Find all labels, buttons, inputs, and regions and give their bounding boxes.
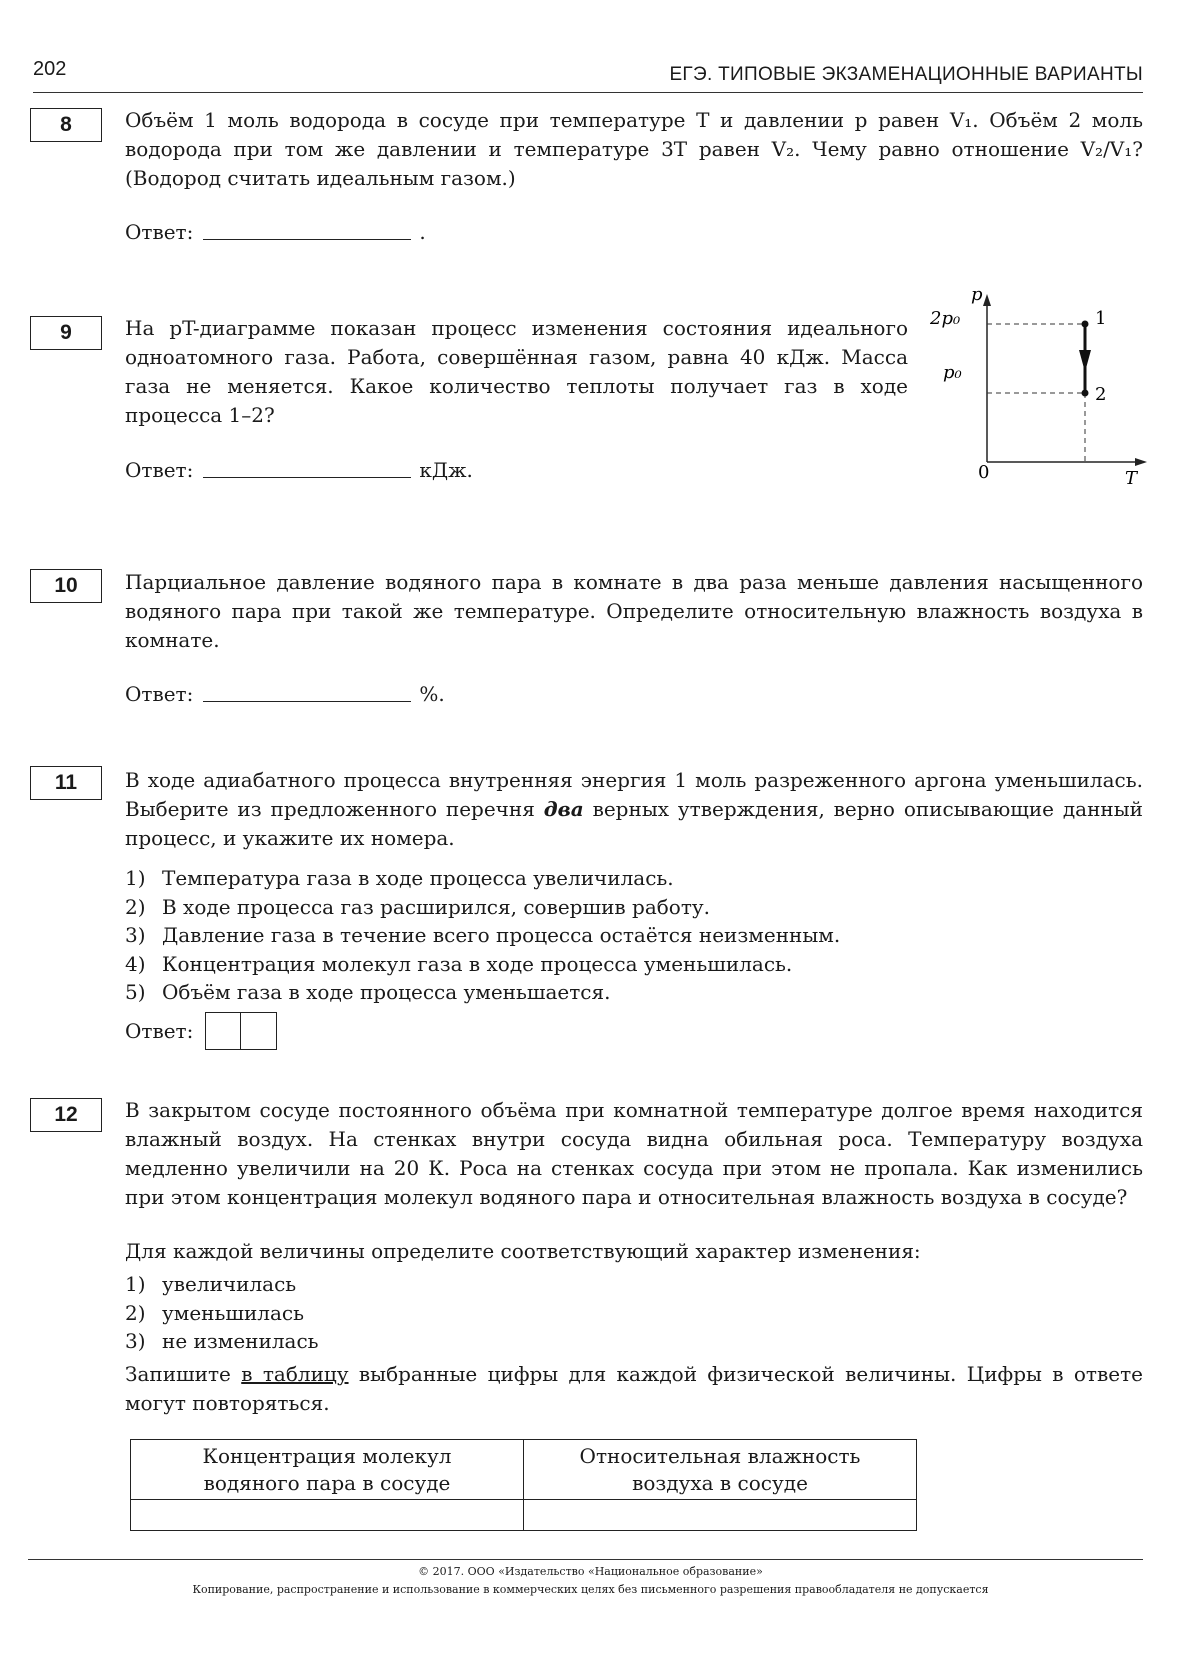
q9-answer-line[interactable] (203, 477, 411, 478)
process-arrow (1079, 350, 1091, 372)
q9-text: На pT-диаграмме показан процесс изменения состояния идеального одноатомного газа. Работа, совершённая газом, равна 40 кДж. Масса газа не меняется. Какое количество теплоты получает газ в ходе процесса 1–2? (125, 316, 908, 427)
q12-answer-table (130, 1439, 917, 1531)
q11-option: 3) Давление газа в течение всего процесса остаётся неизменным. (125, 923, 841, 947)
q8-number-box: 8 (30, 108, 102, 142)
q9-number-box: 9 (30, 316, 102, 350)
q12-table-header-concentration: Концентрация молекул водяного пара в сосуде (131, 1440, 524, 1500)
q12-number-box: 12 (30, 1098, 102, 1132)
q10-number-box: 10 (30, 569, 102, 603)
q12-table-header-humidity: Относительная влажность воздуха в сосуде (524, 1440, 917, 1500)
tick-2p0: 2p₀ (930, 308, 961, 329)
page-number: 202 (33, 58, 67, 80)
pt-diagram (930, 284, 1155, 502)
p-axis-label: p (971, 284, 983, 305)
point-label-1: 1 (1095, 308, 1107, 329)
q10-text: Парциальное давление водяного пара в комнате в два раза меньше давления насыщенного водяного пара при такой же температуре. Определите относительную влажность воздуха в комнате. (125, 570, 1143, 652)
q12-options (125, 1270, 319, 1356)
tick-p0: p₀ (943, 362, 962, 383)
q12-text: В закрытом сосуде постоянного объёма при комнатной температуре долгое время находится влажный воздух. На стенках внутри сосуда видна обильная роса. Температуру воздуха медленно увеличили на 20 К. Роса на стенках сосуда при этом не пропала. Как изменились при этом концентрация молекул водяного пара и относительная влажность воздуха в сосуде? (125, 1098, 1143, 1209)
q8-answer (125, 220, 426, 244)
q10-answer-line[interactable] (203, 701, 411, 702)
q12-write-instruction: Запишите в таблицу выбранные цифры для каждой физической величины. Цифры в ответе могут повторяться. (125, 1362, 1143, 1415)
q10-answer-unit: %. (419, 682, 445, 706)
point-label-2: 2 (1095, 384, 1107, 405)
q10-answer (125, 682, 445, 706)
q8-text: Объём 1 моль водорода в сосуде при температуре T и давлении p равен V₁. Объём 2 моль водорода при том же давлении и температуре 3T равен V₂. Чему равно отношение V₂/V₁? (Водород считать идеальным газом.) (125, 108, 1143, 190)
q11-options (125, 864, 840, 1007)
q12-instruction: Для каждой величины определите соответствующий характер изменения: (125, 1239, 921, 1263)
running-title: ЕГЭ. ТИПОВЫЕ ЭКЗАМЕНАЦИОННЫЕ ВАРИАНТЫ (669, 64, 1143, 85)
state-point-2 (1082, 390, 1089, 397)
q11-text-after: верных утверждения, верно описывающие данный процесс, и укажите их номера. (125, 797, 1144, 850)
state-point-1 (1082, 321, 1089, 328)
q8-answer-suffix: . (419, 220, 426, 244)
q8-answer-label: Ответ: (125, 220, 194, 244)
q11-number-box: 11 (30, 766, 102, 800)
q9-answer-label: Ответ: (125, 458, 194, 482)
q10-answer-label: Ответ: (125, 682, 194, 706)
q11-text-emphasis: два (543, 797, 584, 821)
q11-text (125, 766, 1143, 853)
q11-answer-boxes (205, 1012, 277, 1050)
header-divider (33, 92, 1143, 93)
q11-answer-label: Ответ: (125, 1019, 194, 1043)
q12-table-cell-concentration[interactable] (131, 1500, 524, 1531)
t-axis-arrow (1135, 458, 1147, 466)
q12-table-cell-humidity[interactable] (524, 1500, 917, 1531)
q8-answer-line[interactable] (203, 239, 411, 240)
q11-option: 2) В ходе процесса газ расширился, совершив работу. (125, 894, 711, 919)
q12-option: 3) не изменилась (125, 1329, 319, 1353)
q11-option: 4) Концентрация молекул газа в ходе процесса уменьшилась. (125, 951, 793, 976)
p-axis-arrow (983, 294, 991, 306)
q12-option: 1) увеличилась (125, 1272, 297, 1296)
q9-answer (125, 458, 473, 482)
q11-answer (125, 1012, 277, 1050)
footer-notice: Копирование, распространение и использование в коммерческих целях без письменного разрешения правообладателя не допускается (192, 1583, 989, 1596)
q11-option: 5) Объём газа в ходе процесса уменьшается. (125, 980, 611, 1004)
q11-text-before: В ходе адиабатного процесса внутренняя энергия 1 моль разреженного аргона уменьшилась. Выберите из предложенного перечня (125, 768, 1143, 821)
footer-divider (28, 1559, 1143, 1560)
footer-copyright: © 2017. ООО «Издательство «Национальное образование» (418, 1565, 763, 1578)
t-axis-label: T (1125, 468, 1138, 489)
origin-label: 0 (978, 462, 990, 483)
q11-answer-cell[interactable] (205, 1012, 241, 1050)
q9-answer-unit: кДж. (419, 458, 473, 482)
q12-table-reference: в таблицу (241, 1362, 349, 1386)
q11-option: 1) Температура газа в ходе процесса увеличилась. (125, 866, 674, 890)
q12-option: 2) уменьшилась (125, 1300, 305, 1325)
q11-answer-cell[interactable] (241, 1012, 277, 1050)
